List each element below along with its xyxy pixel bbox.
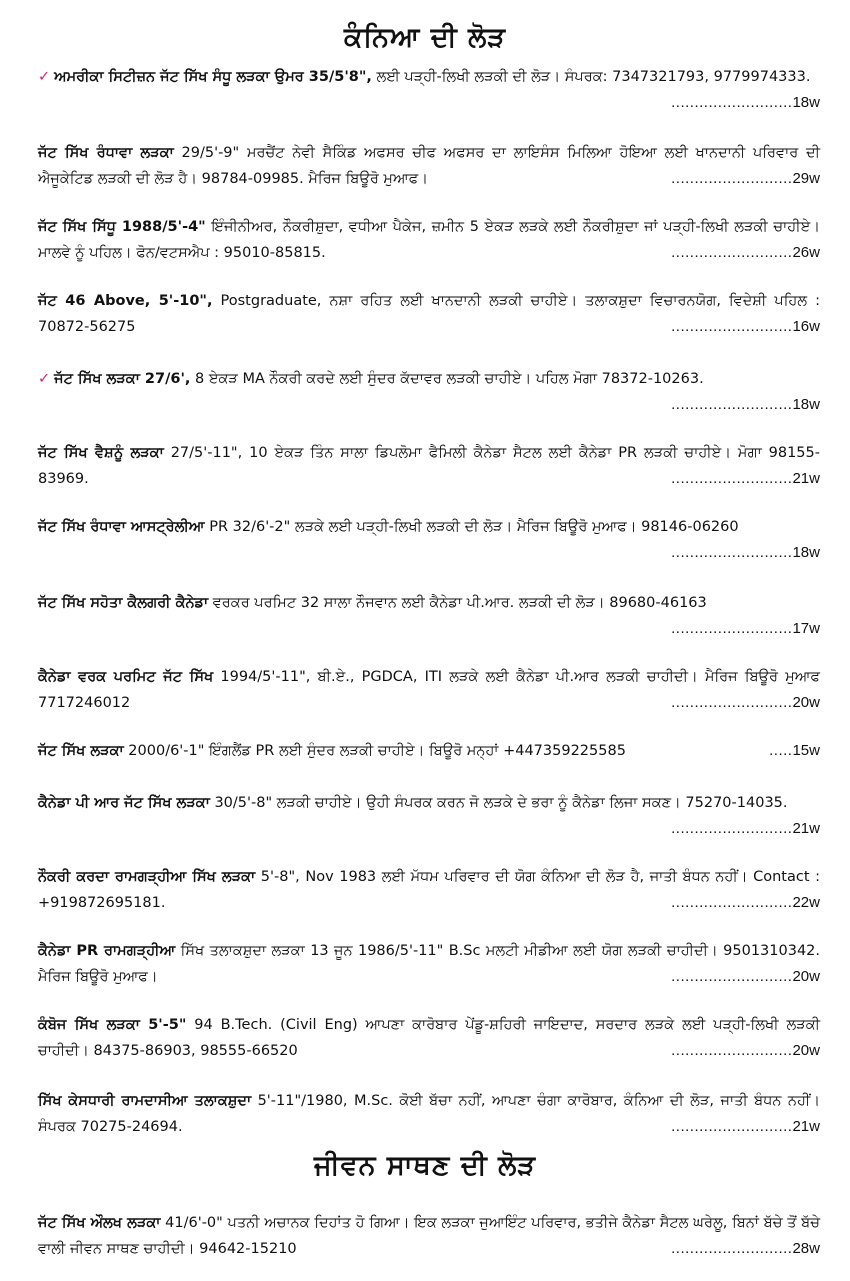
ad-headline: ਜੱਟ ਸਿੱਖ ਸਿੱਧੂ 1988/5'-4" bbox=[38, 219, 206, 235]
ad-code: ..........................20w bbox=[671, 968, 820, 985]
ad-headline: ਜੱਟ ਸਿੱਖ ਵੈਸ਼ਨੂੰ ਲੜਕਾ bbox=[38, 445, 164, 461]
ad-headline: ਜੱਟ ਸਿੱਖ ਰੰਧਾਵਾ ਆਸਟ੍ਰੇਲੀਆ bbox=[38, 519, 205, 535]
ad-headline: ਜੱਟ 46 Above, 5'-10", bbox=[38, 293, 213, 309]
ad-body: ਵਰਕਰ ਪਰਮਿਟ 32 ਸਾਲਾ ਨੌਜਵਾਨ ਲਈ ਕੈਨੇਡਾ ਪੀ.ਆਰ. ਲੜਕੀ ਦੀ ਲੋੜ। 89680-46163 bbox=[208, 595, 707, 611]
ad-body: 8 ਏਕੜ MA ਨੌਕਰੀ ਕਰਦੇ ਲਈ ਸੁੰਦਰ ਕੱਦਾਵਰ ਲੜਕੀ ਚਾਹੀਏ। ਪਹਿਲ ਮੋਗਾ 78372-10263. bbox=[190, 371, 704, 387]
ad-headline: ਕੈਨੇਡਾ ਪੀ ਆਰ ਜੱਟ ਸਿੱਖ ਲੜਕਾ bbox=[38, 795, 210, 811]
ad-listing bbox=[38, 738, 820, 764]
ad-code: ..........................21w bbox=[671, 1118, 820, 1135]
ad-body: 30/5'-8" ਲੜਕੀ ਚਾਹੀਏ। ਉਹੀ ਸੰਪਰਕ ਕਰਨ ਜੋ ਲੜਕੇ ਦੇ ਭਰਾ ਨੂੰ ਕੈਨੇਡਾ ਲਿਜਾ ਸਕਣ। 75270-14035. bbox=[209, 795, 788, 811]
ad-code: ..........................26w bbox=[671, 244, 820, 261]
ad-body: 27/5'-11", 10 ਏਕੜ ਤਿੰਨ ਸਾਲਾ ਡਿਪਲੋਮਾ ਫੈਮਿਲੀ ਕੈਨੇਡਾ ਸੈਟਲ ਲਈ ਕੈਨੇਡਾ PR ਲੜਕੀ ਚਾਹੀਏ। ਮੋਗਾ 98155-83969. bbox=[38, 445, 820, 487]
ad-code: ..........................20w bbox=[671, 1042, 820, 1059]
ad-body: Postgraduate, ਨਸ਼ਾ ਰਹਿਤ ਲਈ ਖਾਨਦਾਨੀ ਲੜਕੀ ਚਾਹੀਏ। ਤਲਾਕਸ਼ੁਦਾ ਵਿਚਾਰਨਯੋਗ, ਵਿਦੇਸ਼ੀ ਪਹਿਲ : 70872-56275 bbox=[38, 293, 820, 335]
ad-body: 1994/5'-11", ਬੀ.ਏ., PGDCA, ITI ਲੜਕੇ ਲਈ ਕੈਨੇਡਾ ਪੀ.ਆਰ ਲੜਕੀ ਚਾਹੀਦੀ। ਮੈਰਿਜ ਬਿਊਰੋ ਮੁਆਫ 7717246012 bbox=[38, 669, 820, 711]
ad-code: ..........................21w bbox=[671, 470, 820, 487]
ad-code: ..........................20w bbox=[671, 694, 820, 711]
ad-code: ..........................21w bbox=[671, 820, 820, 837]
ad-code: ..........................28w bbox=[671, 1240, 820, 1257]
ad-headline: ਕੈਨੇਡਾ ਵਰਕ ਪਰਮਿਟ ਜੱਟ ਸਿੱਖ bbox=[38, 669, 214, 685]
ad-listing bbox=[38, 288, 820, 340]
ad-listing bbox=[38, 64, 820, 116]
ad-headline: ਜੱਟ ਸਿੱਖ ਔਲਖ ਲੜਕਾ bbox=[38, 1215, 161, 1231]
ad-listing bbox=[38, 590, 820, 642]
section-title-kanya: ਕੰਨਿਆ ਦੀ ਲੋੜ bbox=[343, 22, 507, 53]
ad-body: 41/6'-0" ਪਤਨੀ ਅਚਾਨਕ ਦਿਹਾਂਤ ਹੋ ਗਿਆ। ਇਕ ਲੜਕਾ ਜੁਆਇੰਟ ਪਰਿਵਾਰ, ਭਤੀਜੇ ਕੈਨੇਡਾ ਸੈਟਲ ਘਰੇਲੂ, ਬਿਨਾਂ ਬੱਚੇ ਤੋਂ ਬੱਚੇ ਵਾਲੀ ਜੀਵਨ ਸਾਥਣ ਚਾਹੀਦੀ। 94642-15210 bbox=[38, 1215, 820, 1257]
checkmark-icon: ✓ bbox=[38, 69, 51, 85]
ad-code: ..........................18w bbox=[671, 94, 820, 111]
ad-body: ਲਈ ਪੜ੍ਹੀ-ਲਿਖੀ ਲੜਕੀ ਦੀ ਲੋੜ। ਸੰਪਰਕ: 7347321793, 9779974333. bbox=[371, 69, 811, 85]
ad-listing bbox=[38, 140, 820, 192]
ad-body: ਸਿੱਖ ਤਲਾਕਸ਼ੁਦਾ ਲੜਕਾ 13 ਜੂਨ 1986/5'-11" B.Sc ਮਲਟੀ ਮੀਡੀਆ ਲਈ ਯੋਗ ਲੜਕੀ ਚਾਹੀਦੀ। 9501310342. ਮੈਰਿਜ ਬਿਊਰੋ ਮੁਆਫ। bbox=[38, 943, 821, 985]
ad-code: ..........................17w bbox=[671, 620, 820, 637]
ad-listing bbox=[38, 790, 820, 842]
ad-code: ..........................22w bbox=[671, 894, 820, 911]
ad-listing bbox=[38, 864, 820, 916]
ad-headline: ਅਮਰੀਕਾ ਸਿਟੀਜ਼ਨ ਜੱਟ ਸਿੱਖ ਸੰਧੂ ਲੜਕਾ ਉਮਰ 35/5'8", bbox=[54, 69, 372, 85]
ad-listing bbox=[38, 514, 820, 566]
ad-body: 29/5'-9" ਮਰਚੈਂਟ ਨੇਵੀ ਸੈਕਿੰਡ ਅਫਸਰ ਚੀਫ ਅਫਸਰ ਦਾ ਲਾਇਸੰਸ ਮਿਲਿਆ ਹੋਇਆ ਲਈ ਖਾਨਦਾਨੀ ਪਰਿਵਾਰ ਦੀ ਐਜੂਕੇਟਿਡ ਲੜਕੀ ਦੀ ਲੋੜ ਹੈ। 98784-09985. ਮੈਰਿਜ ਬਿਊਰੋ ਮੁਆਫ। bbox=[38, 145, 820, 187]
ad-body: ਇੰਜੀਨੀਅਰ, ਨੌਕਰੀਸ਼ੁਦਾ, ਵਧੀਆ ਪੈਕੇਜ, ਜ਼ਮੀਨ 5 ਏਕੜ ਲੜਕੇ ਲਈ ਨੌਕਰੀਸ਼ੁਦਾ ਜਾਂ ਪੜ੍ਹੀ-ਲਿਖੀ ਲੜਕੀ ਚਾਹੀਏ। ਮਾਲਵੇ ਨੂੰ ਪਹਿਲ। ਫੋਨ/ਵਟਸਐਪ : 95010-85815. bbox=[38, 219, 820, 261]
section-title-jeevan-saathan: ਜੀਵਨ ਸਾਥਣ ਦੀ ਲੋੜ bbox=[313, 1150, 537, 1181]
ad-body: 5'-8", Nov 1983 ਲਈ ਮੱਧਮ ਪਰਿਵਾਰ ਦੀ ਯੋਗ ਕੰਨਿਆ ਦੀ ਲੋੜ ਹੈ, ਜਾਤੀ ਬੰਧਨ ਨਹੀਂ। Contact : +919872695181. bbox=[38, 869, 821, 911]
ad-body: PR 32/6'-2" ਲੜਕੇ ਲਈ ਪੜ੍ਹੀ-ਲਿਖੀ ਲੜਕੀ ਦੀ ਲੋੜ। ਮੈਰਿਜ ਬਿਊਰੋ ਮੁਆਫ। 98146-06260 bbox=[204, 519, 739, 535]
ad-headline: ਜੱਟ ਸਿੱਖ ਲੜਕਾ 27/6', bbox=[54, 371, 191, 387]
ad-code: ..........................18w bbox=[671, 544, 820, 561]
ad-headline: ਜੱਟ ਸਿੱਖ ਰੰਧਾਵਾ ਲੜਕਾ bbox=[38, 145, 174, 161]
ad-headline: ਸਿੱਖ ਕੇਸਧਾਰੀ ਰਾਮਦਾਸੀਆ ਤਲਾਕਸ਼ੁਦਾ bbox=[38, 1093, 252, 1109]
ad-code: .....15w bbox=[769, 742, 820, 759]
ad-code: ..........................16w bbox=[671, 318, 820, 335]
ad-body: 94 B.Tech. (Civil Eng) ਆਪਣਾ ਕਾਰੋਬਾਰ ਪੇਂਡੂ-ਸ਼ਹਿਰੀ ਜਾਇਦਾਦ, ਸਰਦਾਰ ਲੜਕੇ ਲਈ ਪੜ੍ਹੀ-ਲਿਖੀ ਲੜਕੀ ਚਾਹੀਦੀ। 84375-86903, 98555-66520 bbox=[38, 1017, 820, 1059]
ad-body: 2000/6'-1" ਇੰਗਲੈਂਡ PR ਲਈ ਸੁੰਦਰ ਲੜਕੀ ਚਾਹੀਏ। ਬਿਊਰੋ ਮਨ੍ਹਾਂ +447359225585 bbox=[123, 743, 626, 759]
checkmark-icon: ✓ bbox=[38, 371, 51, 387]
ad-headline: ਨੌਕਰੀ ਕਰਦਾ ਰਾਮਗੜ੍ਹੀਆ ਸਿੱਖ ਲੜਕਾ bbox=[38, 869, 256, 885]
ad-headline: ਜੱਟ ਸਿੱਖ ਲੜਕਾ bbox=[38, 743, 124, 759]
ad-listing bbox=[38, 1210, 820, 1262]
ad-listing bbox=[38, 1012, 820, 1064]
ad-headline: ਕੈਨੇਡਾ PR ਰਾਮਗੜ੍ਹੀਆ bbox=[38, 943, 176, 959]
ad-headline: ਕੰਬੋਜ ਸਿੱਖ ਲੜਕਾ 5'-5" bbox=[38, 1017, 187, 1033]
ad-code: ..........................18w bbox=[671, 396, 820, 413]
ad-listing bbox=[38, 214, 820, 266]
ad-body: 5'-11"/1980, M.Sc. ਕੋਈ ਬੱਚਾ ਨਹੀਂ, ਆਪਣਾ ਚੰਗਾ ਕਾਰੋਬਾਰ, ਕੰਨਿਆ ਦੀ ਲੋੜ, ਜਾਤੀ ਬੰਧਨ ਨਹੀਂ। ਸੰਪਰਕ 70275-24694. bbox=[38, 1093, 820, 1135]
ad-listing bbox=[38, 366, 820, 418]
ad-code: ..........................29w bbox=[671, 170, 820, 187]
ad-headline: ਜੱਟ ਸਿੱਖ ਸਹੋਤਾ ਕੈਲਗਰੀ ਕੈਨੇਡਾ bbox=[38, 595, 209, 611]
ad-listing bbox=[38, 664, 820, 716]
ad-listing bbox=[38, 440, 820, 492]
ad-listing bbox=[38, 1088, 820, 1140]
ad-listing bbox=[38, 938, 820, 990]
